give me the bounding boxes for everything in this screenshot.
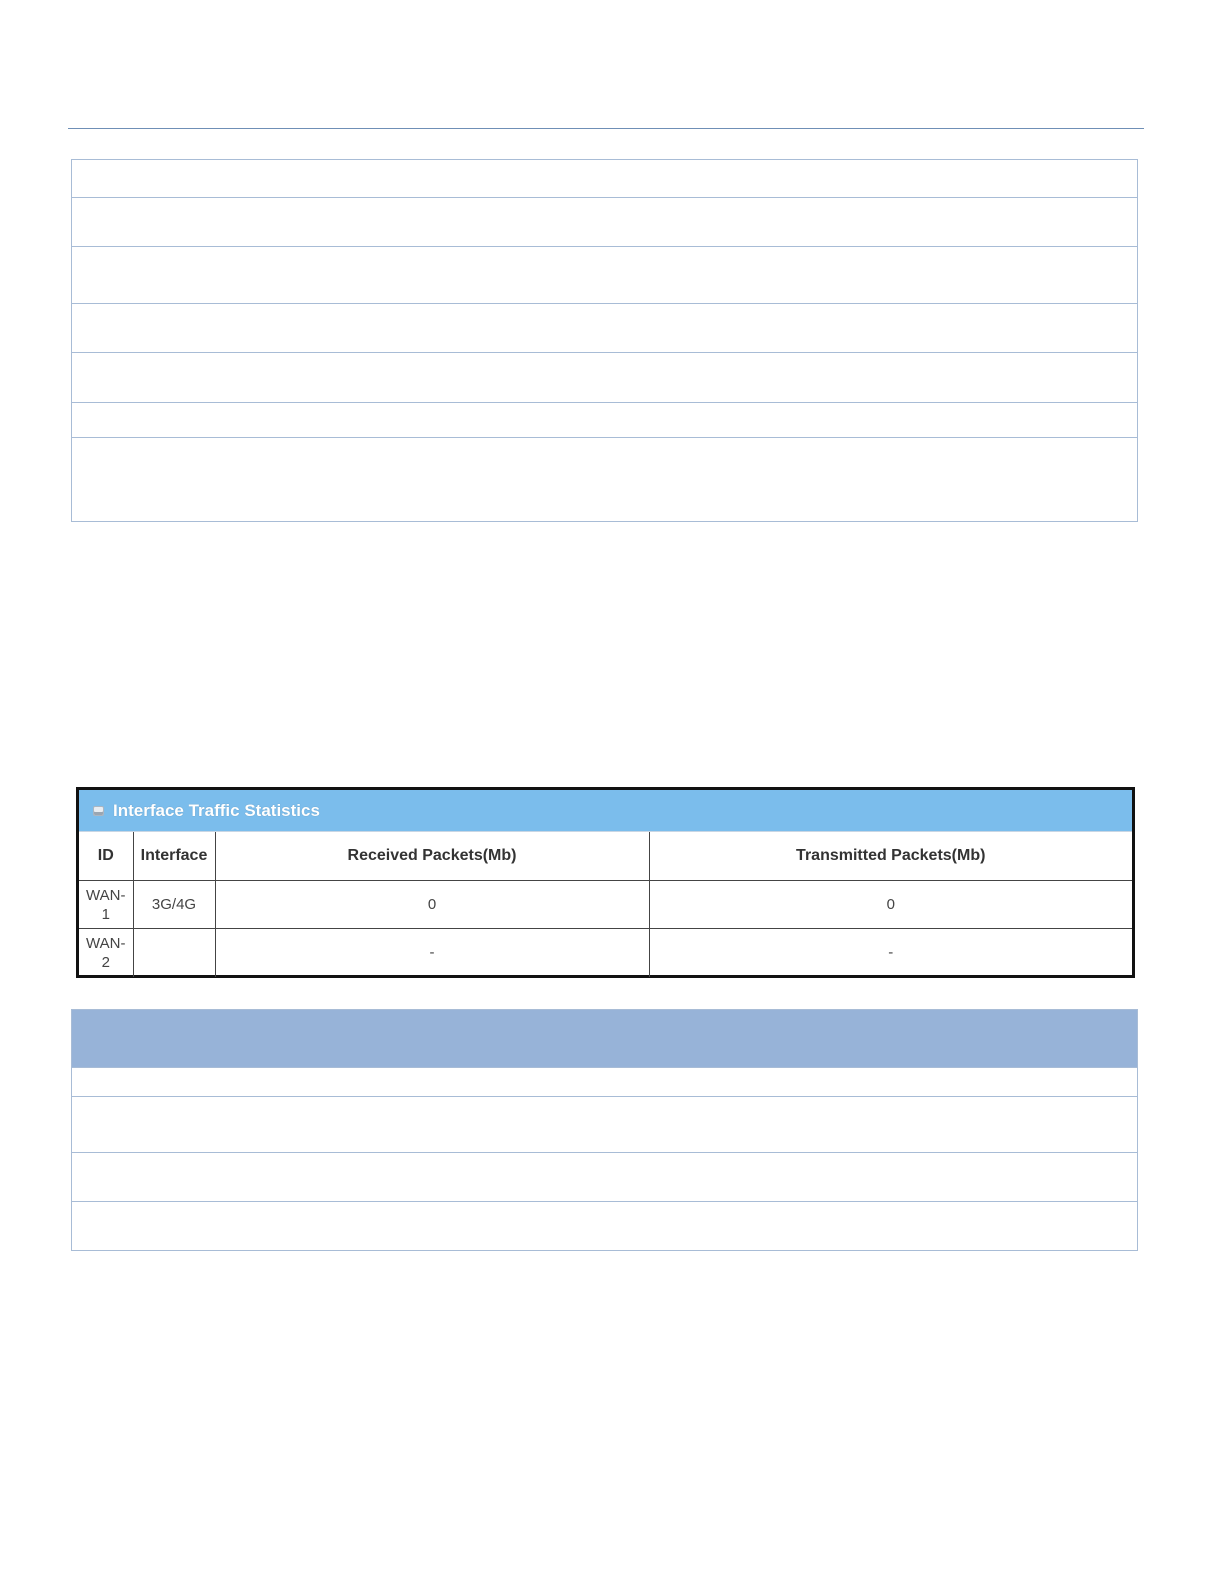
interface-cell [133,929,215,977]
id-line: WAN- [86,934,126,952]
column-header-id: ID [79,832,133,881]
transmitted-cell: 0 [649,881,1132,929]
traffic-statistics-table [79,831,1132,977]
column-header-interface: Interface [133,832,215,881]
table-row [72,1153,1137,1202]
empty-table-top [71,159,1138,522]
table-row [72,353,1137,403]
box-icon [93,806,104,816]
id-line: 1 [101,905,110,923]
table-row [72,304,1137,353]
table-row [79,881,1132,929]
id-cell [79,929,133,977]
table-row [72,198,1137,247]
table-header-row [79,832,1132,881]
panel-title: Interface Traffic Statistics [113,800,320,820]
interface-traffic-statistics-panel [76,787,1135,978]
table-row [72,438,1137,521]
id-line: 2 [101,953,110,971]
id-line: WAN- [86,886,126,904]
table-row [72,1202,1137,1250]
id-cell [79,881,133,929]
header-rule [68,128,1144,129]
table-row [72,1068,1137,1097]
table-row [72,247,1137,304]
table-row [72,160,1137,198]
table-row [72,1097,1137,1153]
panel-title-bar [79,790,1132,831]
column-header-received: Received Packets(Mb) [215,832,649,881]
interface-cell: 3G/4G [133,881,215,929]
transmitted-cell: - [649,929,1132,977]
empty-table-bottom [71,1009,1138,1251]
column-header-transmitted: Transmitted Packets(Mb) [649,832,1132,881]
received-cell: - [215,929,649,977]
table-header-band [72,1010,1137,1068]
table-row [72,403,1137,438]
received-cell: 0 [215,881,649,929]
table-row [79,929,1132,977]
